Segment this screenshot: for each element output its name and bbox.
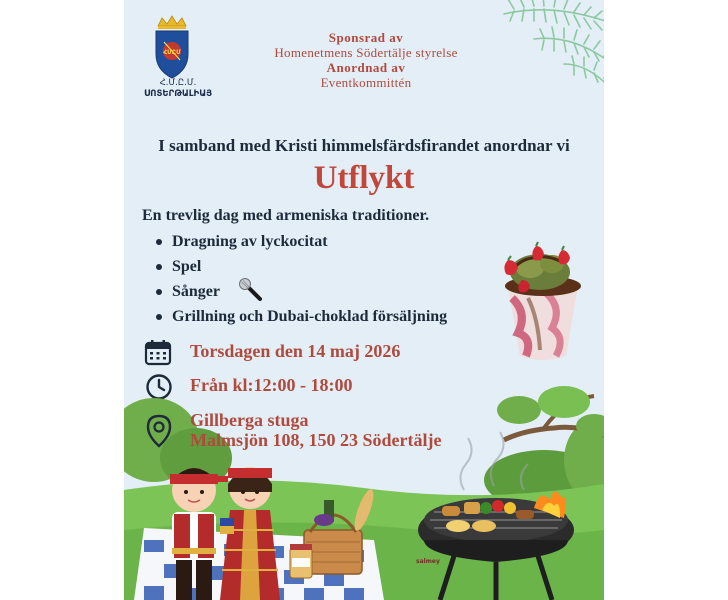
palm-leaves-decoration	[494, 0, 604, 94]
logo-caption-line2: ՍՈՏԵՐԹԱԼԻԱՅ	[144, 89, 212, 99]
location-address: Malmsjön 108, 150 23 Södertälje	[190, 430, 442, 450]
sponsor-name: Homenetmens Södertälje styrelse	[274, 45, 458, 60]
activity-list	[154, 229, 447, 329]
logo-caption-line1: Հ.Մ.Ը.Մ.	[159, 78, 197, 88]
event-date: Torsdagen den 14 maj 2026	[190, 341, 401, 361]
microphone-icon	[238, 277, 264, 303]
event-poster	[124, 0, 604, 600]
location-pin-icon	[145, 414, 173, 448]
tagline: En trevlig dag med armeniska traditioner.	[142, 207, 430, 224]
svg-text:ՀՄԸՄ: ՀՄԸՄ	[163, 49, 181, 56]
event-time: Från kl:12:00 - 18:00	[190, 375, 353, 395]
intro-text: I samband med Kristi himmelsfärdsfirandet anordnar vi	[158, 136, 570, 155]
list-item: Sånger	[154, 279, 447, 304]
list-item: Dragning av lyckocitat	[154, 229, 447, 254]
sponsor-label: Sponsrad av	[328, 30, 404, 45]
organizer-name: Eventkommittén	[320, 75, 412, 90]
sponsor-block	[236, 30, 496, 90]
organizer-label: Anordnad av	[326, 60, 406, 75]
jar-label: salmey	[416, 558, 440, 565]
location-name: Gillberga stuga	[190, 410, 309, 430]
dubai-chocolate-dessert-image	[488, 238, 598, 363]
list-item: Grillning och Dubai-choklad försäljning	[154, 304, 447, 329]
event-title: Utflykt	[313, 160, 415, 196]
list-item: Spel	[154, 254, 447, 279]
logo-caption	[130, 78, 226, 100]
calendar-icon	[144, 338, 172, 366]
club-logo	[152, 14, 192, 80]
